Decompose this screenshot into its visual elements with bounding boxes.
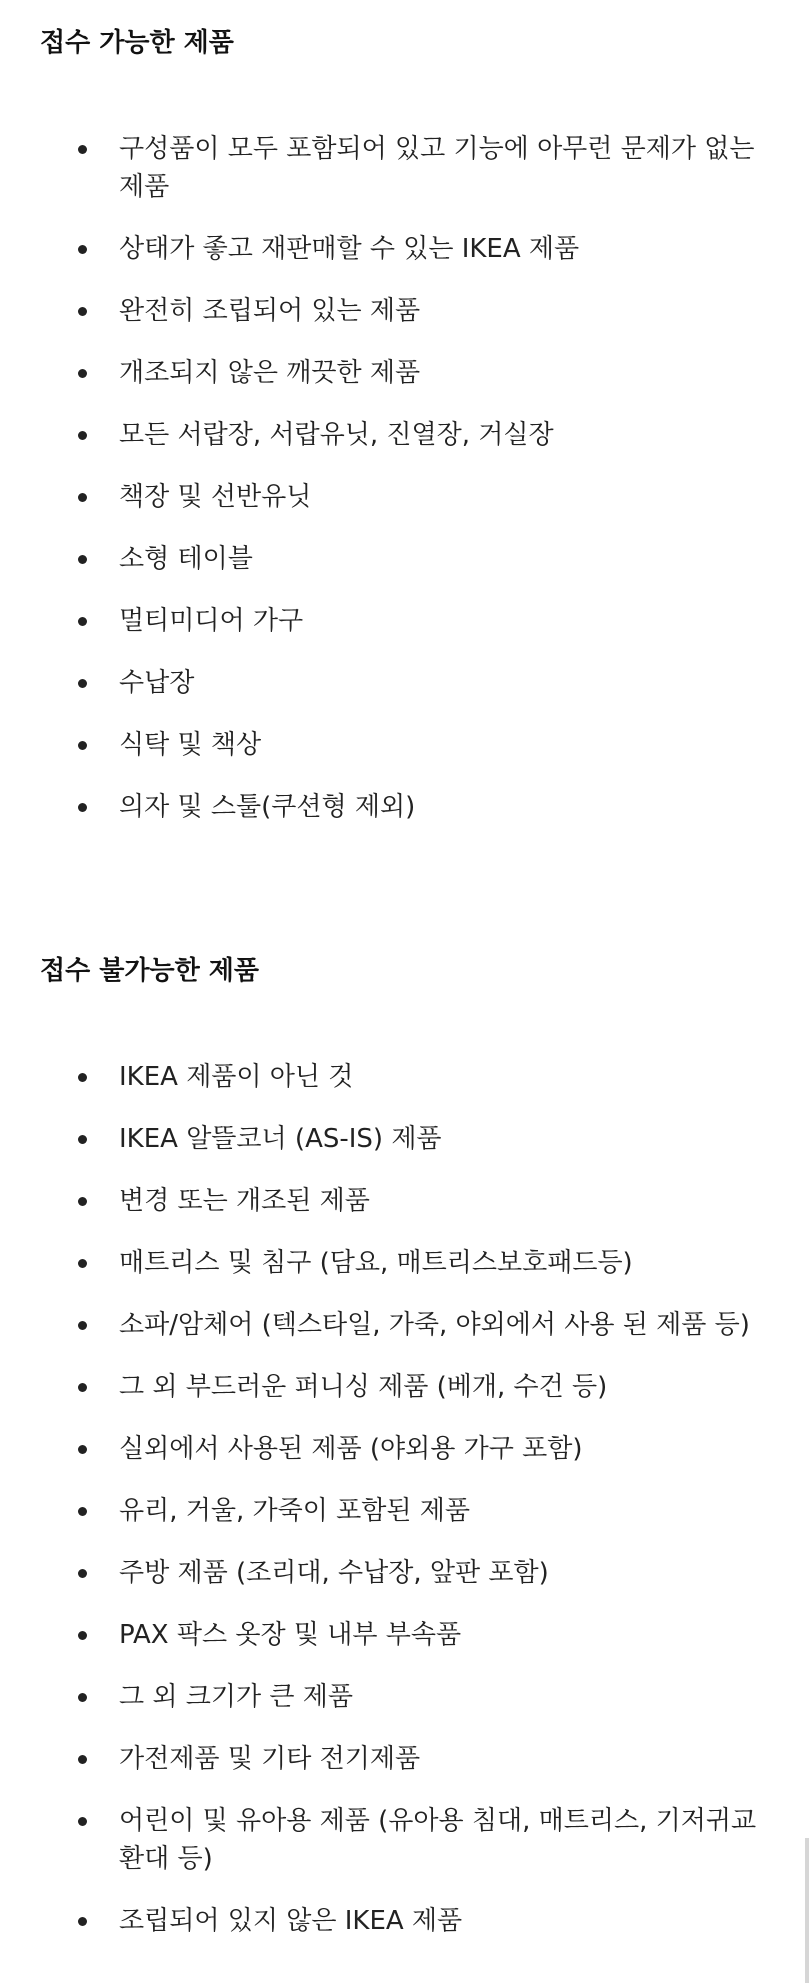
- accepted-product-item: [40, 292, 769, 330]
- list-item-text: 구성품이 모두 포함되어 있고 기능에 아무런 문제가 없는 제품: [119, 134, 755, 202]
- list-item-text: 의자 및 스툴(쿠션형 제외): [119, 792, 416, 822]
- list-item-text: 소파/암체어 (텍스타일, 가죽, 야외에서 사용 된 제품 등): [119, 1310, 750, 1340]
- list-item-text: 주방 제품 (조리대, 수납장, 앞판 포함): [119, 1558, 549, 1588]
- bullet-icon: [78, 1817, 87, 1826]
- bullet-icon: [78, 1569, 87, 1578]
- rejected-product-item: [40, 1058, 769, 1096]
- bullet-icon: [78, 1631, 87, 1640]
- bullet-icon: [78, 145, 87, 154]
- accepted-product-item: [40, 726, 769, 764]
- rejected-products-heading: 접수 불가능한 제품: [40, 956, 260, 986]
- accepted-product-item: [40, 354, 769, 392]
- bullet-icon: [78, 369, 87, 378]
- rejected-product-item: [40, 1306, 769, 1344]
- bullet-icon: [78, 1073, 87, 1082]
- bullet-icon: [78, 1135, 87, 1144]
- list-item-text: 책장 및 선반유닛: [119, 482, 312, 512]
- accepted-product-item: [40, 130, 769, 206]
- list-item-text: 그 외 부드러운 퍼니싱 제품 (베개, 수건 등): [119, 1372, 608, 1402]
- list-item-text: 소형 테이블: [119, 544, 253, 574]
- list-item-text: 식탁 및 책상: [119, 730, 262, 760]
- accepted-product-item: [40, 540, 769, 578]
- bullet-icon: [78, 1445, 87, 1454]
- bullet-icon: [78, 431, 87, 440]
- accepted-product-item: [40, 478, 769, 516]
- list-item-text: 실외에서 사용된 제품 (야외용 가구 포함): [119, 1434, 583, 1464]
- bullet-icon: [78, 1383, 87, 1392]
- bullet-icon: [78, 1321, 87, 1330]
- rejected-product-item: [40, 1120, 769, 1158]
- bullet-icon: [78, 1507, 87, 1516]
- bullet-icon: [78, 803, 87, 812]
- bullet-icon: [78, 617, 87, 626]
- list-item-text: 가전제품 및 기타 전기제품: [119, 1744, 421, 1774]
- rejected-product-item: [40, 1740, 769, 1778]
- accepted-products-list: [40, 130, 769, 850]
- bullet-icon: [78, 245, 87, 254]
- list-item-text: 개조되지 않은 깨끗한 제품: [119, 358, 421, 388]
- rejected-product-item: [40, 1244, 769, 1282]
- accepted-products-heading: 접수 가능한 제품: [40, 28, 234, 58]
- rejected-product-item: [40, 1182, 769, 1220]
- accepted-product-item: [40, 416, 769, 454]
- list-item-text: 변경 또는 개조된 제품: [119, 1186, 370, 1216]
- bullet-icon: [78, 493, 87, 502]
- list-item-text: PAX 팍스 옷장 및 내부 부속품: [119, 1620, 462, 1650]
- accepted-product-item: [40, 230, 769, 268]
- bullet-icon: [78, 1917, 87, 1926]
- list-item-text: 수납장: [119, 668, 195, 698]
- list-item-text: 어린이 및 유아용 제품 (유아용 침대, 매트리스, 기저귀교환대 등): [119, 1806, 757, 1874]
- list-item-text: 완전히 조립되어 있는 제품: [119, 296, 421, 326]
- list-item-text: 멀티미디어 가구: [119, 606, 304, 636]
- list-item-text: IKEA 알뜰코너 (AS-IS) 제품: [119, 1124, 442, 1154]
- bullet-icon: [78, 1259, 87, 1268]
- list-item-text: 그 외 크기가 큰 제품: [119, 1682, 353, 1712]
- bullet-icon: [78, 1197, 87, 1206]
- bullet-icon: [78, 679, 87, 688]
- rejected-product-item: [40, 1802, 769, 1878]
- bullet-icon: [78, 307, 87, 316]
- rejected-products-list: [40, 1058, 769, 1964]
- bullet-icon: [78, 1755, 87, 1764]
- rejected-product-item: [40, 1368, 769, 1406]
- accepted-product-item: [40, 664, 769, 702]
- list-item-text: 유리, 거울, 가죽이 포함된 제품: [119, 1496, 470, 1526]
- rejected-product-item: [40, 1492, 769, 1530]
- list-item-text: 매트리스 및 침구 (담요, 매트리스보호패드등): [119, 1248, 633, 1278]
- bullet-icon: [78, 1693, 87, 1702]
- list-item-text: 조립되어 있지 않은 IKEA 제품: [119, 1906, 463, 1936]
- rejected-product-item: [40, 1430, 769, 1468]
- list-item-text: 모든 서랍장, 서랍유닛, 진열장, 거실장: [119, 420, 554, 450]
- bullet-icon: [78, 555, 87, 564]
- rejected-product-item: [40, 1554, 769, 1592]
- accepted-product-item: [40, 788, 769, 826]
- rejected-product-item: [40, 1678, 769, 1716]
- list-item-text: IKEA 제품이 아닌 것: [119, 1062, 354, 1092]
- rejected-product-item: [40, 1616, 769, 1654]
- scrollbar[interactable]: [805, 1838, 809, 1983]
- bullet-icon: [78, 741, 87, 750]
- rejected-product-item: [40, 1902, 769, 1940]
- list-item-text: 상태가 좋고 재판매할 수 있는 IKEA 제품: [119, 234, 580, 264]
- accepted-product-item: [40, 602, 769, 640]
